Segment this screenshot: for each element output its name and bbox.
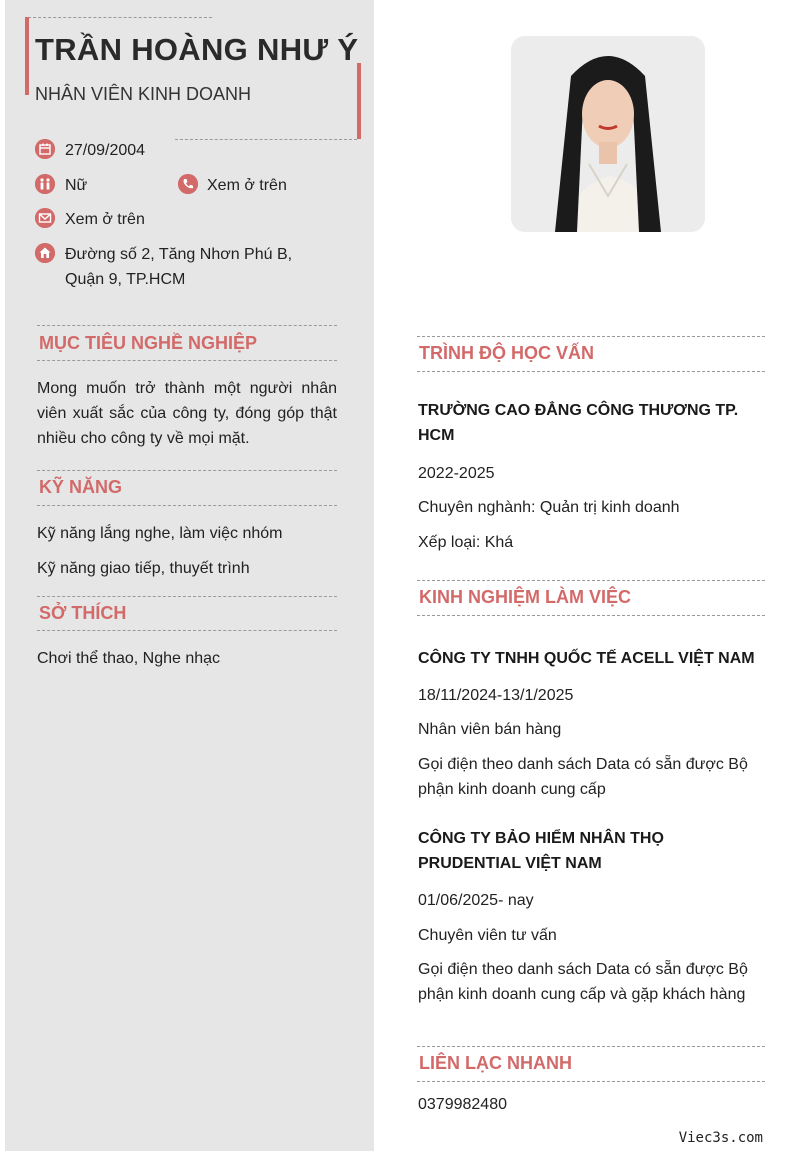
email-value: Xem ở trên (65, 211, 145, 228)
calendar-icon (35, 139, 55, 159)
email-icon (35, 208, 55, 228)
address-value: Đường số 2, Tăng Nhơn Phú B, Quận 9, TP.HCM (65, 246, 293, 288)
candidate-name: TRẦN HOÀNG NHƯ Ý (35, 32, 359, 67)
education-major: Chuyên nghành: Quản trị kinh doanh (418, 499, 680, 516)
job-role: Chuyên viên tư vấn (418, 927, 557, 944)
education-years: 2022-2025 (418, 465, 495, 482)
skill-item: Kỹ năng giao tiếp, thuyết trình (37, 560, 250, 577)
section-divider (417, 580, 765, 581)
home-icon (35, 243, 55, 263)
section-divider (417, 1046, 765, 1047)
job-role: Nhân viên bán hàng (418, 721, 562, 738)
job-company: CÔNG TY TNHH QUỐC TẾ ACELL VIỆT NAM (418, 650, 755, 667)
section-divider (37, 360, 337, 361)
header-accent-bar-left (25, 17, 29, 95)
job-title: NHÂN VIÊN KINH DOANH (35, 84, 252, 104)
section-divider (37, 325, 337, 326)
section-divider (37, 630, 337, 631)
section-divider (37, 505, 337, 506)
header-top-divider (28, 17, 212, 18)
section-divider (417, 371, 765, 372)
skill-item: Kỹ năng lắng nghe, làm việc nhóm (37, 525, 283, 542)
gender-value: Nữ (65, 177, 88, 194)
gender-icon (35, 174, 55, 194)
job-description: Gọi điện theo danh sách Data có sẵn được Bộ phận kinh doanh cung cấp và gặp khách hàng (418, 961, 748, 1003)
job-company: CÔNG TY BẢO HIỂM NHÂN THỌ PRUDENTIAL VIỆT NAM (418, 830, 664, 872)
header-accent-bar-right (357, 63, 361, 139)
birthday-value: 27/09/2004 (65, 142, 146, 159)
school-name: TRƯỜNG CAO ĐẲNG CÔNG THƯƠNG TP. HCM (418, 402, 739, 444)
header-bottom-divider (175, 139, 357, 140)
section-divider (417, 1081, 765, 1082)
job-period: 18/11/2024-13/1/2025 (418, 687, 574, 704)
job-period: 01/06/2025- nay (418, 892, 534, 909)
section-divider (37, 470, 337, 471)
skills-heading: KỸ NĂNG (39, 477, 123, 497)
objective-text: Mong muốn trở thành một người nhân viên xuất sắc của công ty, đóng góp thật nhiều cho công ty về mọi mặt. (37, 380, 337, 447)
experience-heading: KINH NGHIỆM LÀM VIỆC (419, 587, 632, 607)
section-divider (417, 615, 765, 616)
profile-photo (511, 36, 705, 232)
contact-phone: 0379982480 (418, 1096, 507, 1113)
job-description: Gọi điện theo danh sách Data có sẵn được Bộ phận kinh doanh cung cấp (418, 756, 748, 798)
hobbies-text: Chơi thể thao, Nghe nhạc (37, 650, 221, 667)
section-divider (37, 596, 337, 597)
education-grade: Xếp loại: Khá (418, 534, 514, 551)
phone-icon (178, 174, 198, 194)
footer-brand: Viec3s.com (678, 1130, 763, 1146)
education-heading: TRÌNH ĐỘ HỌC VẤN (419, 343, 594, 363)
section-divider (417, 336, 765, 337)
contact-heading: LIÊN LẠC NHANH (419, 1053, 572, 1073)
hobbies-heading: SỞ THÍCH (39, 603, 127, 623)
objective-heading: MỤC TIÊU NGHỀ NGHIỆP (39, 333, 258, 353)
phone-value: Xem ở trên (207, 177, 287, 194)
